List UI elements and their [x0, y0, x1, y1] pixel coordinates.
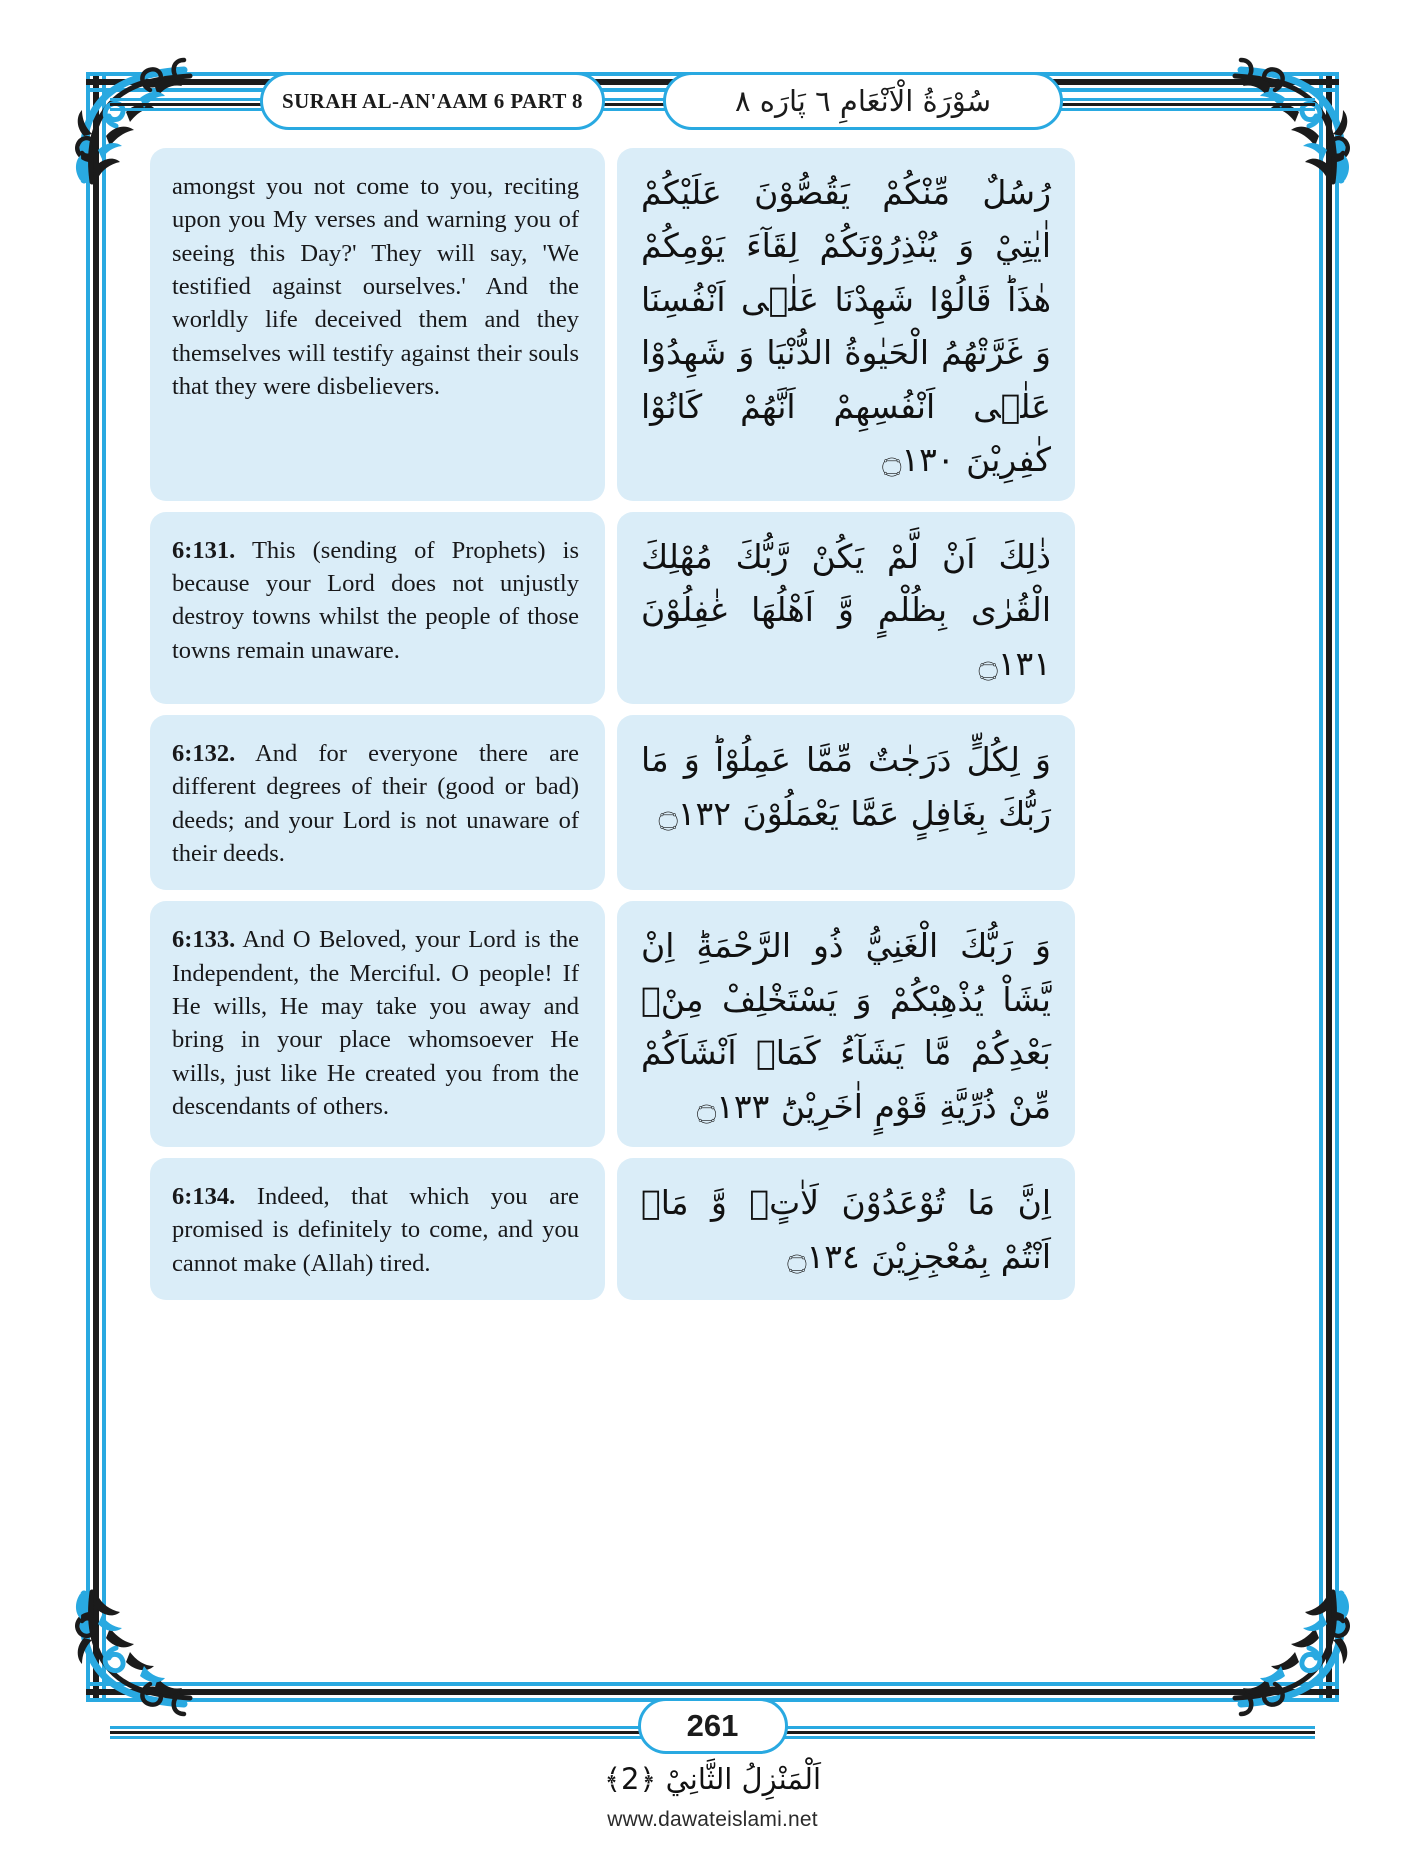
verse-number: 6:132.	[172, 740, 236, 768]
arabic-panel	[617, 148, 1075, 501]
translation-panel	[150, 1158, 605, 1300]
surah-title-arabic-pill	[663, 72, 1063, 130]
verse-row	[150, 901, 1275, 1147]
translation-body: Indeed, that which you are promised is definitely to come, and you cannot make (Allah) tired.	[172, 1183, 579, 1277]
translation-text	[172, 737, 579, 870]
arabic-panel	[617, 715, 1075, 890]
frame-line-right-middle	[1326, 72, 1332, 1702]
manzil-label: اَلْمَنْزِلُ الثَّانِيْ ﴿2﴾	[603, 1762, 822, 1796]
translation-text	[172, 534, 579, 667]
verse-number: 6:131.	[172, 536, 236, 564]
frame-line-left-inner	[102, 72, 106, 1702]
translation-body: And for everyone there are different degrees of their (good or bad) deeds; and your Lord is not unaware of their deeds.	[172, 740, 579, 868]
frame-line-left-outer	[86, 72, 90, 1702]
translation-text	[172, 923, 579, 1123]
page-header	[110, 72, 1315, 132]
translation-panel	[150, 148, 605, 501]
verse-list	[150, 148, 1275, 1438]
arabic-panel	[617, 901, 1075, 1147]
frame-line-right-inner	[1319, 72, 1323, 1702]
verse-row	[150, 1158, 1275, 1300]
arabic-panel	[617, 1158, 1075, 1300]
page-number: 261	[686, 1708, 739, 1743]
arabic-text: وَ رَبُّكَ الْغَنِيُّ ذُو الرَّحْمَةِؕ اِنْ يَّشَاْ يُذْهِبْكُمْ وَ يَسْتَخْلِفْ مِنْۢ بَعْدِكُمْ مَّا يَشَآءُ كَمَاۤ اَنْشَاَكُمْ مِّنْ ذُرِّيَّةِ قَوْمٍ اٰخَرِيْنَؕ ۝١٣٣	[641, 926, 1051, 1126]
frame-line-right-outer	[1335, 72, 1339, 1702]
verse-row	[150, 715, 1275, 890]
surah-title-arabic: سُوْرَةُ الْاَنْعَامِ ٦ پَارَه ٨	[734, 83, 992, 118]
translation-panel	[150, 715, 605, 890]
translation-panel	[150, 512, 605, 704]
website-url: www.dawateislami.net	[607, 1808, 818, 1831]
arabic-text: ذٰلِكَ اَنْ لَّمْ يَكُنْ رَّبُّكَ مُهْلِكَ الْقُرٰى بِظُلْمٍ وَّ اَهْلُهَا غٰفِلُوْنَ ۝١٣١	[641, 536, 1051, 683]
verse-number: 6:133.	[172, 926, 236, 954]
arabic-text: رُسُلٌ مِّنْكُمْ يَقُصُّوْنَ عَلَيْكُمْ اٰيٰتِيْ وَ يُنْذِرُوْنَكُمْ لِقَآءَ يَوْمِكُمْ هٰذَاؕ قَالُوْا شَهِدْنَا عَلٰۤى اَنْفُسِنَا وَ غَرَّتْهُمُ الْحَيٰوةُ الدُّنْيَا وَ شَهِدُوْا عَلٰۤى اَنْفُسِهِمْ اَنَّهُمْ كَانُوْا كٰفِرِيْنَ ۝١٣٠	[641, 173, 1051, 480]
arabic-text: وَ لِكُلٍّ دَرَجٰتٌ مِّمَّا عَمِلُوْاؕ وَ مَا رَبُّكَ بِغَافِلٍ عَمَّا يَعْمَلُوْنَ ۝١٣٢	[641, 740, 1051, 833]
surah-title-english: SURAH AL-AN'AAM 6 PART 8	[282, 88, 583, 113]
verse-row	[150, 148, 1275, 501]
frame-line-bottom-middle	[86, 1689, 1339, 1695]
verse-number: 6:134.	[172, 1183, 236, 1211]
translation-body: And O Beloved, your Lord is the Independent, the Merciful. O people! If He wills, He may take you away and bring in your place whomsoever He wills, just like He created you from the descendants of others.	[172, 926, 580, 1120]
page-number-pill	[638, 1698, 788, 1754]
frame-line-bottom-inner	[86, 1682, 1339, 1686]
translation-body: This (sending of Prophets) is because your Lord does not unjustly destroy towns whilst the people of those towns remain unaware.	[172, 536, 579, 664]
translation-body: amongst you not come to you, reciting upon you My verses and warning you of seeing this Day?' They will say, 'We testified against ourselves.' And the worldly life deceived them and they themselves will testify against their souls that they were disbelievers.	[172, 173, 579, 400]
frame-line-left-middle	[93, 72, 99, 1702]
page-footer	[110, 1700, 1315, 1831]
translation-text	[172, 1180, 579, 1280]
arabic-panel	[617, 512, 1075, 704]
surah-title-english-pill	[260, 72, 605, 130]
verse-row	[150, 512, 1275, 704]
arabic-text: اِنَّ مَا تُوْعَدُوْنَ لَاٰتٍۙ وَّ مَاۤ اَنْتُمْ بِمُعْجِزِيْنَ ۝١٣٤	[641, 1183, 1051, 1276]
translation-panel	[150, 901, 605, 1147]
translation-text	[172, 170, 579, 403]
